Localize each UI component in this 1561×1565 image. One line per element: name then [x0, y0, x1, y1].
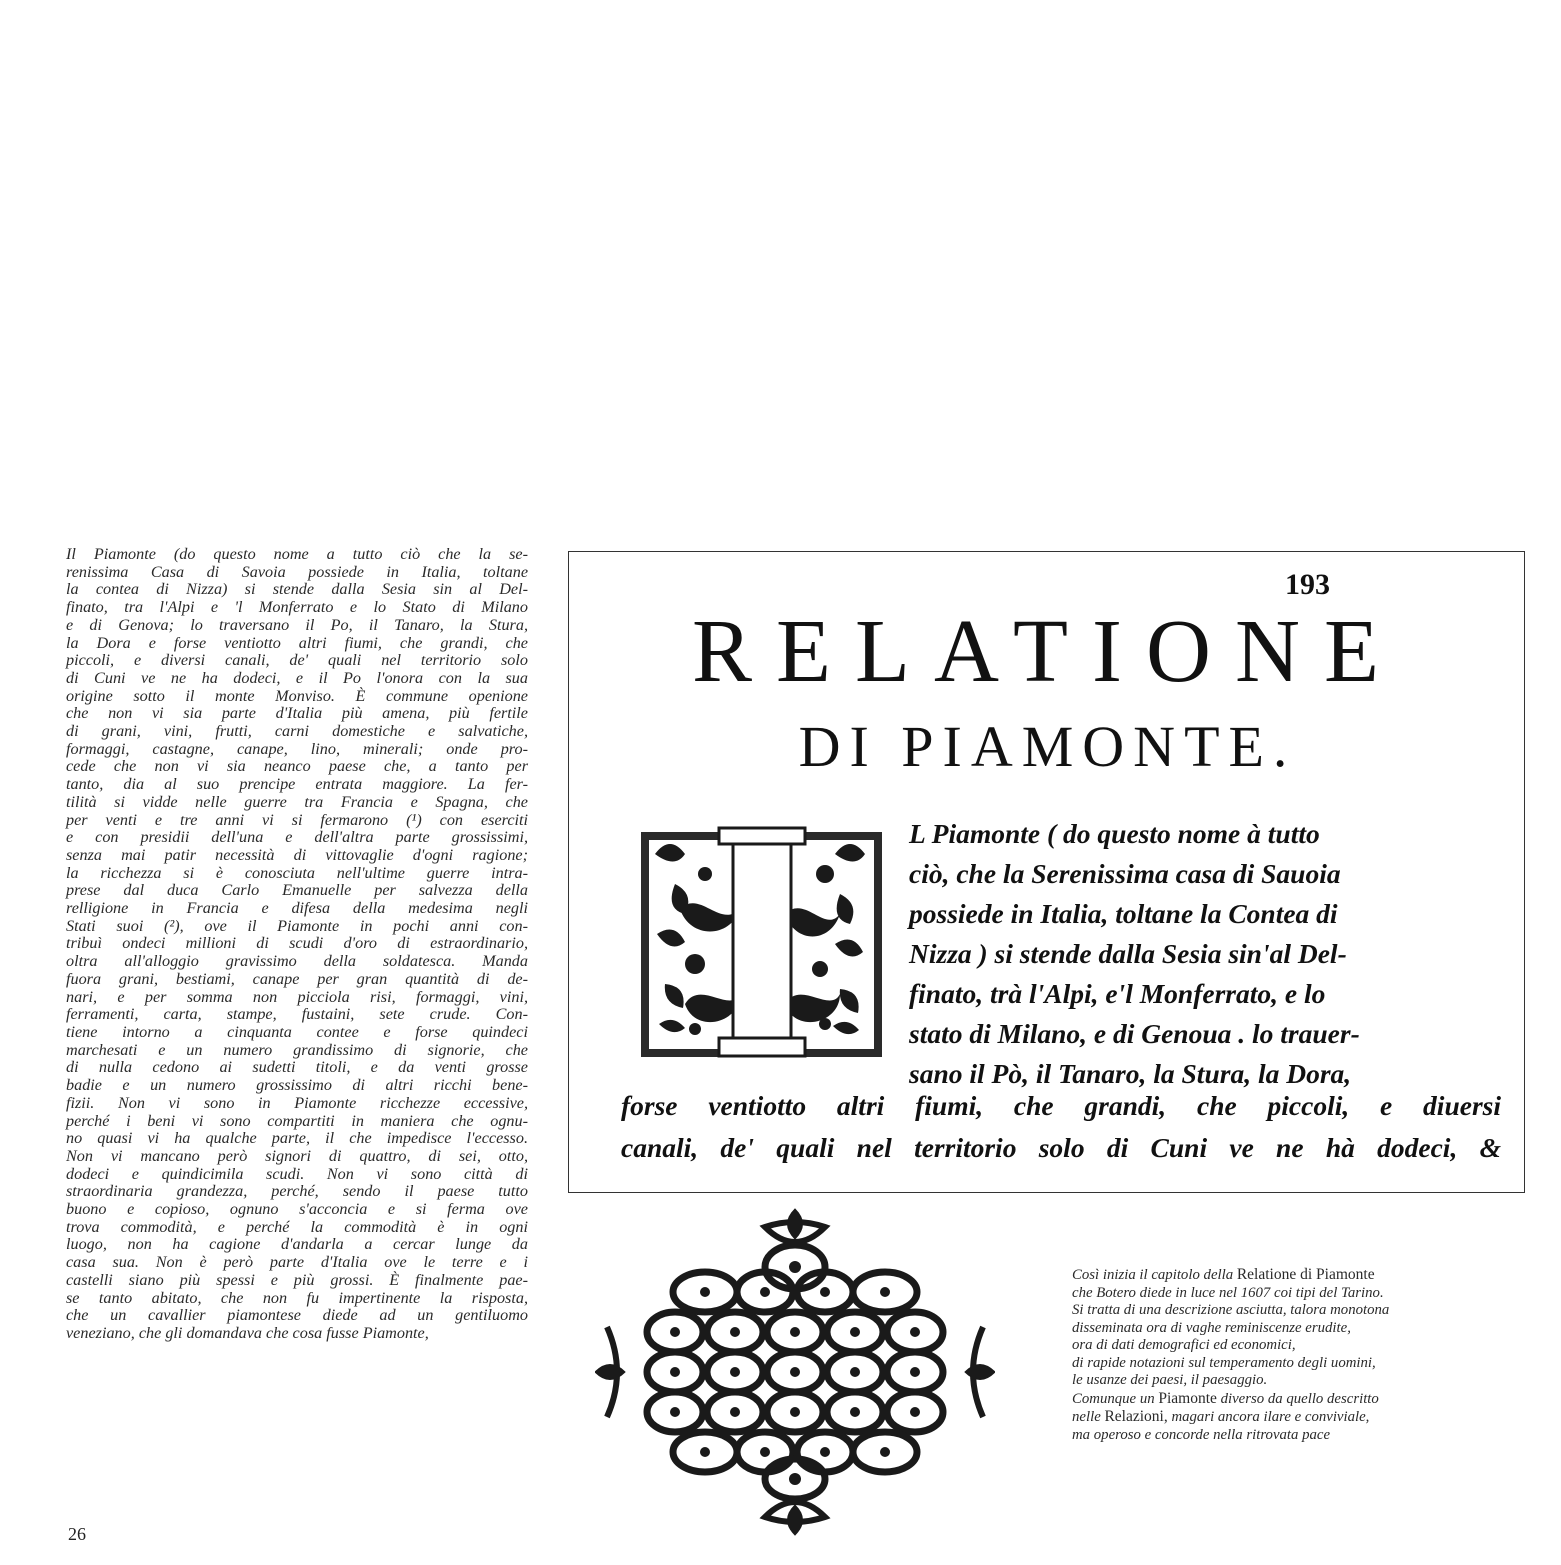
caption-text: diverso da quello descritto [1220, 1390, 1379, 1407]
facsimile-line: canali, de' quali nel territorio solo di Cuni ve ne hà dodeci, & [621, 1132, 1501, 1163]
caption-line: di rapide notazioni sul temperamento degli uomini, [1072, 1354, 1376, 1371]
caption-text: magari ancora ilare e conviviale, [1171, 1409, 1370, 1425]
facsimile-line: sano il Pò, il Tanaro, la Stura, la Dora, [909, 1058, 1352, 1089]
body-line: luogo, non ha cagione d'andarla a cercar lunge da [66, 1235, 528, 1254]
body-line: no quasi vi ha qualche parte, il che impedisce l'eccesso. [66, 1129, 528, 1148]
facsimile-line: L Piamonte ( do questo nome à tutto [909, 818, 1320, 849]
body-line: piccoli, e diversi canali, de' quali nel territorio solo [66, 651, 528, 670]
body-line: dodeci e quindicimila scudi. Non vi sono città di [66, 1164, 528, 1183]
caption-line: ma operoso e concorde nella ritrovata pace [1072, 1426, 1331, 1443]
body-line: fuora grani, bestiami, canape per gran quantità di de- [66, 969, 528, 988]
body-line: origine sotto il monte Monviso. È commune openione [66, 686, 528, 705]
body-line: che non vi sia parte d'Italia più amena, più fertile [66, 704, 528, 723]
caption-emphasis: Relazioni, [1104, 1408, 1168, 1425]
caption-line: disseminata ora di vaghe reminiscenze erudite, [1072, 1319, 1351, 1336]
body-line: la contea di Nizza) si stende dalla Sesia sin al Del- [66, 580, 528, 599]
body-line: e con presidii dell'una e dell'altra parte grossissimi, [66, 828, 528, 847]
facsimile-line: stato di Milano, e di Genoua . lo trauer- [909, 1018, 1360, 1049]
body-line: trova commodità, e perché la commodità è in ogni [66, 1217, 528, 1236]
body-line: nari, e per somma non picciola risi, formaggi, vini, [66, 987, 528, 1006]
facsimile-subtitle: DI PIAMONTE. [798, 714, 1297, 779]
caption-book-title: Relatione di Piamonte [1236, 1266, 1375, 1283]
body-line: perché i beni vi sono compartiti in maniera che ognu- [66, 1111, 528, 1130]
body-line: la Dora e forse ventiotto altri fiumi, che grandi, che [66, 633, 528, 652]
facsimile-title: RELATIONE [692, 602, 1403, 701]
body-line: straordinaria grandezza, perché, sendo il paese tutto [66, 1182, 528, 1201]
facsimile-line: Nizza ) si stende dalla Sesia sin'al Del- [909, 938, 1347, 969]
body-line: finato, tra l'Alpi e 'l Monferrato e lo Stato di Milano [66, 598, 528, 617]
caption-text: Così inizia il capitolo della [1072, 1267, 1234, 1283]
body-line: renissima Casa di Savoia possiede in Italia, toltane [66, 562, 528, 581]
body-line: di Cuni ve ne ha dodeci, e il Po l'onora con la sua [66, 668, 528, 687]
body-line: marchesati e un numero grandissimo di signorie, che [66, 1040, 528, 1059]
body-line: di nulla cedono ai sudetti titoli, e da venti grosse [66, 1058, 528, 1077]
body-line: oltra all'alloggio gravissimo della soldatesca. Manda [66, 952, 528, 971]
caption-text: Comunque un [1072, 1390, 1155, 1407]
decorative-ornament-image [595, 1207, 995, 1537]
facsimile-line: possiede in Italia, toltane la Contea di [909, 898, 1338, 929]
body-line: cede che non vi sia neanco paese che, a tanto per [66, 757, 528, 776]
body-line: casa sua. Non è però parte d'Italia ove le terre e i [66, 1253, 528, 1272]
caption-line [1072, 1408, 1512, 1427]
caption-line: Si tratta di una descrizione asciutta, talora monotona [1072, 1302, 1390, 1318]
body-line: prese dal duca Carlo Emanuelle per salvezza della [66, 881, 528, 900]
body-text-column [66, 546, 528, 1343]
body-line: Non vi mancano però signori di quattro, di sei, otto, [66, 1146, 528, 1165]
caption-line: che Botero diede in luce nel 1607 coi tipi del Tarino. [1072, 1284, 1384, 1301]
body-line: tanto, dia al suo prencipe entrata maggiore. La fer- [66, 775, 528, 794]
caption-emphasis: Piamonte [1158, 1389, 1217, 1407]
facsimile-text-beside-initial [909, 814, 1509, 1094]
facsimile-page [568, 551, 1525, 1193]
facsimile-line: finato, trà l'Alpi, e'l Monferrato, e lo [909, 978, 1326, 1009]
body-line: Il Piamonte (do questo nome a tutto ciò che la se- [66, 545, 528, 563]
caption-line [1072, 1390, 1512, 1409]
body-line: per venti e tre anni vi si fermarono (¹) con eserciti [66, 810, 528, 829]
body-line: tribuì ondeci millioni di scudi d'oro di estraordinario, [66, 934, 528, 953]
body-line: fizii. Non vi sono in Piamonte ricchezze eccessive, [66, 1093, 528, 1112]
body-line: di grani, vini, frutti, carni domestiche e salvatiche, [66, 722, 528, 741]
body-line: badie e un numero grossissimo di altri ricchi bene- [66, 1076, 528, 1095]
body-line: tilità si vidde nelle guerre tra Francia e Spagna, che [66, 792, 528, 811]
caption-line: ora di dati demografici ed economici, [1072, 1337, 1296, 1353]
body-line: veneziano, che gli domandava che cosa fusse Piamonte, [66, 1323, 429, 1342]
body-line: Stati suoi (²), ove il Piamonte in pochi anni con- [66, 916, 528, 935]
body-line: ferramenti, carta, stampe, fustaini, sete crude. Con- [66, 1005, 528, 1024]
facsimile-page-number: 193 [1285, 568, 1330, 601]
facsimile-line: forse ventiotto altri fiumi, che grandi, che piccoli, e diuersi [621, 1090, 1501, 1121]
decorated-initial-i-image [635, 814, 888, 1062]
caption-line [1072, 1266, 1512, 1285]
facsimile-line: ciò, che la Serenissima casa di Sauoia [909, 858, 1341, 889]
image-caption [1072, 1266, 1512, 1444]
body-line: senza mai patir necessità di vittovaglie d'ogni ragione; [66, 845, 528, 864]
body-line: tiene intorno a cinquanta contee e forse quindeci [66, 1022, 528, 1041]
body-line: se tanto abitato, che non fu impertinente la risposta, [66, 1288, 528, 1307]
caption-line: le usanze dei paesi, il paesaggio. [1072, 1372, 1268, 1388]
body-line: la ricchezza si è conosciuta nell'ultime guerre intra- [66, 863, 528, 882]
page-number: 26 [68, 1524, 86, 1544]
body-line: castelli siano più spessi e più grossi. È finalmente pae- [66, 1270, 528, 1289]
body-line: che un cavallier piamontese diede ad un gentiluomo [66, 1306, 528, 1325]
body-line: buono e copioso, ognuno s'acconcia e si ferma ove [66, 1200, 528, 1219]
body-line: relligione in Francia e difesa della medesima negli [66, 899, 528, 918]
body-line: e di Genova; lo traversano il Po, il Tanaro, la Stura, [66, 615, 528, 634]
caption-text: nelle [1072, 1409, 1101, 1425]
body-line: formaggi, castagne, canape, lino, minerali; onde pro- [66, 739, 528, 758]
